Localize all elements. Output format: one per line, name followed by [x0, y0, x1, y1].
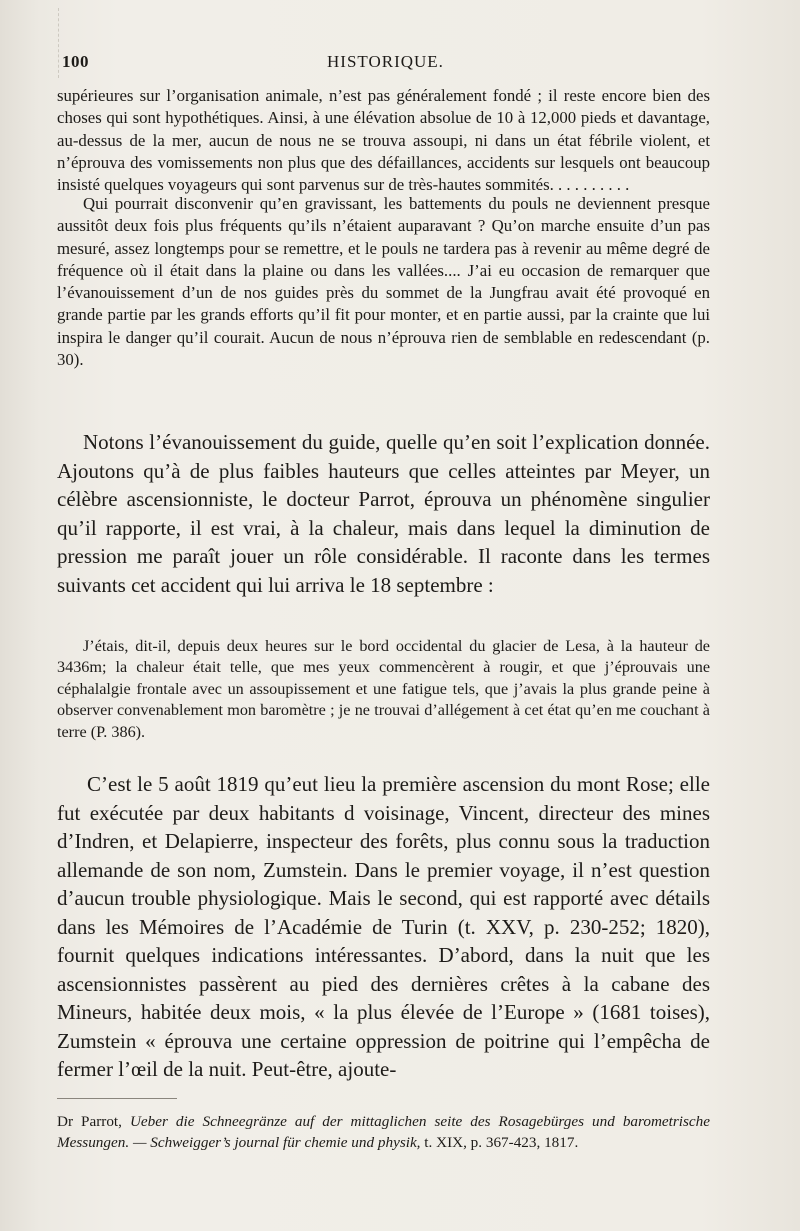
- footnote-reference: t. XIX, p. 367-423, 1817.: [424, 1133, 579, 1151]
- footnote-title: Ueber die Schneegränze auf der mittaglichen seite des Rosagebürges und barometrische Messungen.: [57, 1113, 710, 1151]
- running-head: HISTORIQUE.: [327, 52, 444, 71]
- block-quote-parrot: J’étais, dit-il, depuis deux heures sur le bord occidental du glacier de Lesa, à la hauteur de 3436m; la chaleur était telle, que mes yeux commencèrent à rougir, et que j’éprouvais une céphalalgie frontale avec un assoupissement et une fatigue tels, que j’avais la plus grande peine à observer convenablement mon baromètre ; je ne trouvai d’allégement à cet état qu’en me couchant à terre (P. 386).: [57, 637, 710, 741]
- body-paragraph-2: C’est le 5 août 1819 qu’eut lieu la première ascension du mont Rose; elle fut exécutée par deux habitants d voisinage, Vincent, directeur des mines d’Indren, et Delapierre, inspecteur des forêts, plus connu sous la traduction allemande de son nom, Zumstein. Dans le premier voyage, il n’est question d’aucun trouble physiologique. Mais le second, qui est rapporté avec détails dans les Mémoires de l’Académie de Turin (t. XXV, p. 230-252; 1820), fournit quelques indications intéressantes. D’abord, dans la nuit que les ascensionnistes passèrent au pied des dernières crêtes à la cabane des Mineurs, habitée deux mois, « la plus élevée de l’Europe » (1681 toises), Zumstein « éprouva une certaine oppression de poitrine qui l’empêcha de fermer l’œil de la nuit. Peut-être, ajoute-: [57, 772, 710, 1081]
- body-paragraph-1: Notons l’évanouissement du guide, quelle qu’en soit l’explication donnée. Ajoutons qu’à de plus faibles hauteurs que celles atteintes par Meyer, un célèbre ascensionniste, le docteur Parrot, éprouva un phénomène singulier qu’il rapporte, il est vrai, à la chaleur, mais dans lequel la diminution de pression me paraît jouer un rôle considérable. Il raconte dans les termes suivants cet accident qui lui arriva le 18 septembre :: [57, 430, 710, 597]
- page-number: 100: [62, 52, 89, 71]
- footnote-divider: [57, 1098, 177, 1099]
- footnote-author: Dr Parrot,: [57, 1113, 122, 1130]
- quote-paragraph: Qui pourrait disconvenir qu’en gravissant, les battements du pouls ne deviennent presque aussitôt deux fois plus fréquents qu’ils n’étaient auparavant ? Qu’on marche ensuite d’un pas mesuré, assez longtemps pour se remettre, et le pouls ne tardera pas à revenir au même degré de fréquence où il était dans la plaine ou dans les vallées.... J’ai eu occasion de remarquer que l’évanouissement d’un de nos guides près du sommet de la Jungfrau avait été provoqué en grande partie par les grands efforts qu’il fit pour monter, et en partie aussi, par la crainte que lui inspira le danger qu’il courait. Aucun de nous n’éprouva rien de semblable en redescendant (p. 30).: [57, 194, 710, 370]
- quote-continuation: supérieures sur l’organisation animale, n’est pas généralement fondé ; il reste encore bien des choses qui sont hypothétiques. Ainsi, à une élévation absolue de 10 à 12,000 pieds et davantage, au-dessus de la mer, aucun de nous ne se trouva assoupi, ni dans un état fébrile violent, et n’éprouva des vomissements non plus que des défaillances, accidents sur lesquels ont beaucoup insisté quelques voyageurs qui sont parvenus sur de très-hautes sommités. . . . . . . . . .: [57, 86, 710, 195]
- footnote: [57, 1112, 710, 1154]
- footnote-journal: — Schweigger’s journal für chemie und physik,: [132, 1133, 421, 1151]
- page-header: [62, 52, 712, 76]
